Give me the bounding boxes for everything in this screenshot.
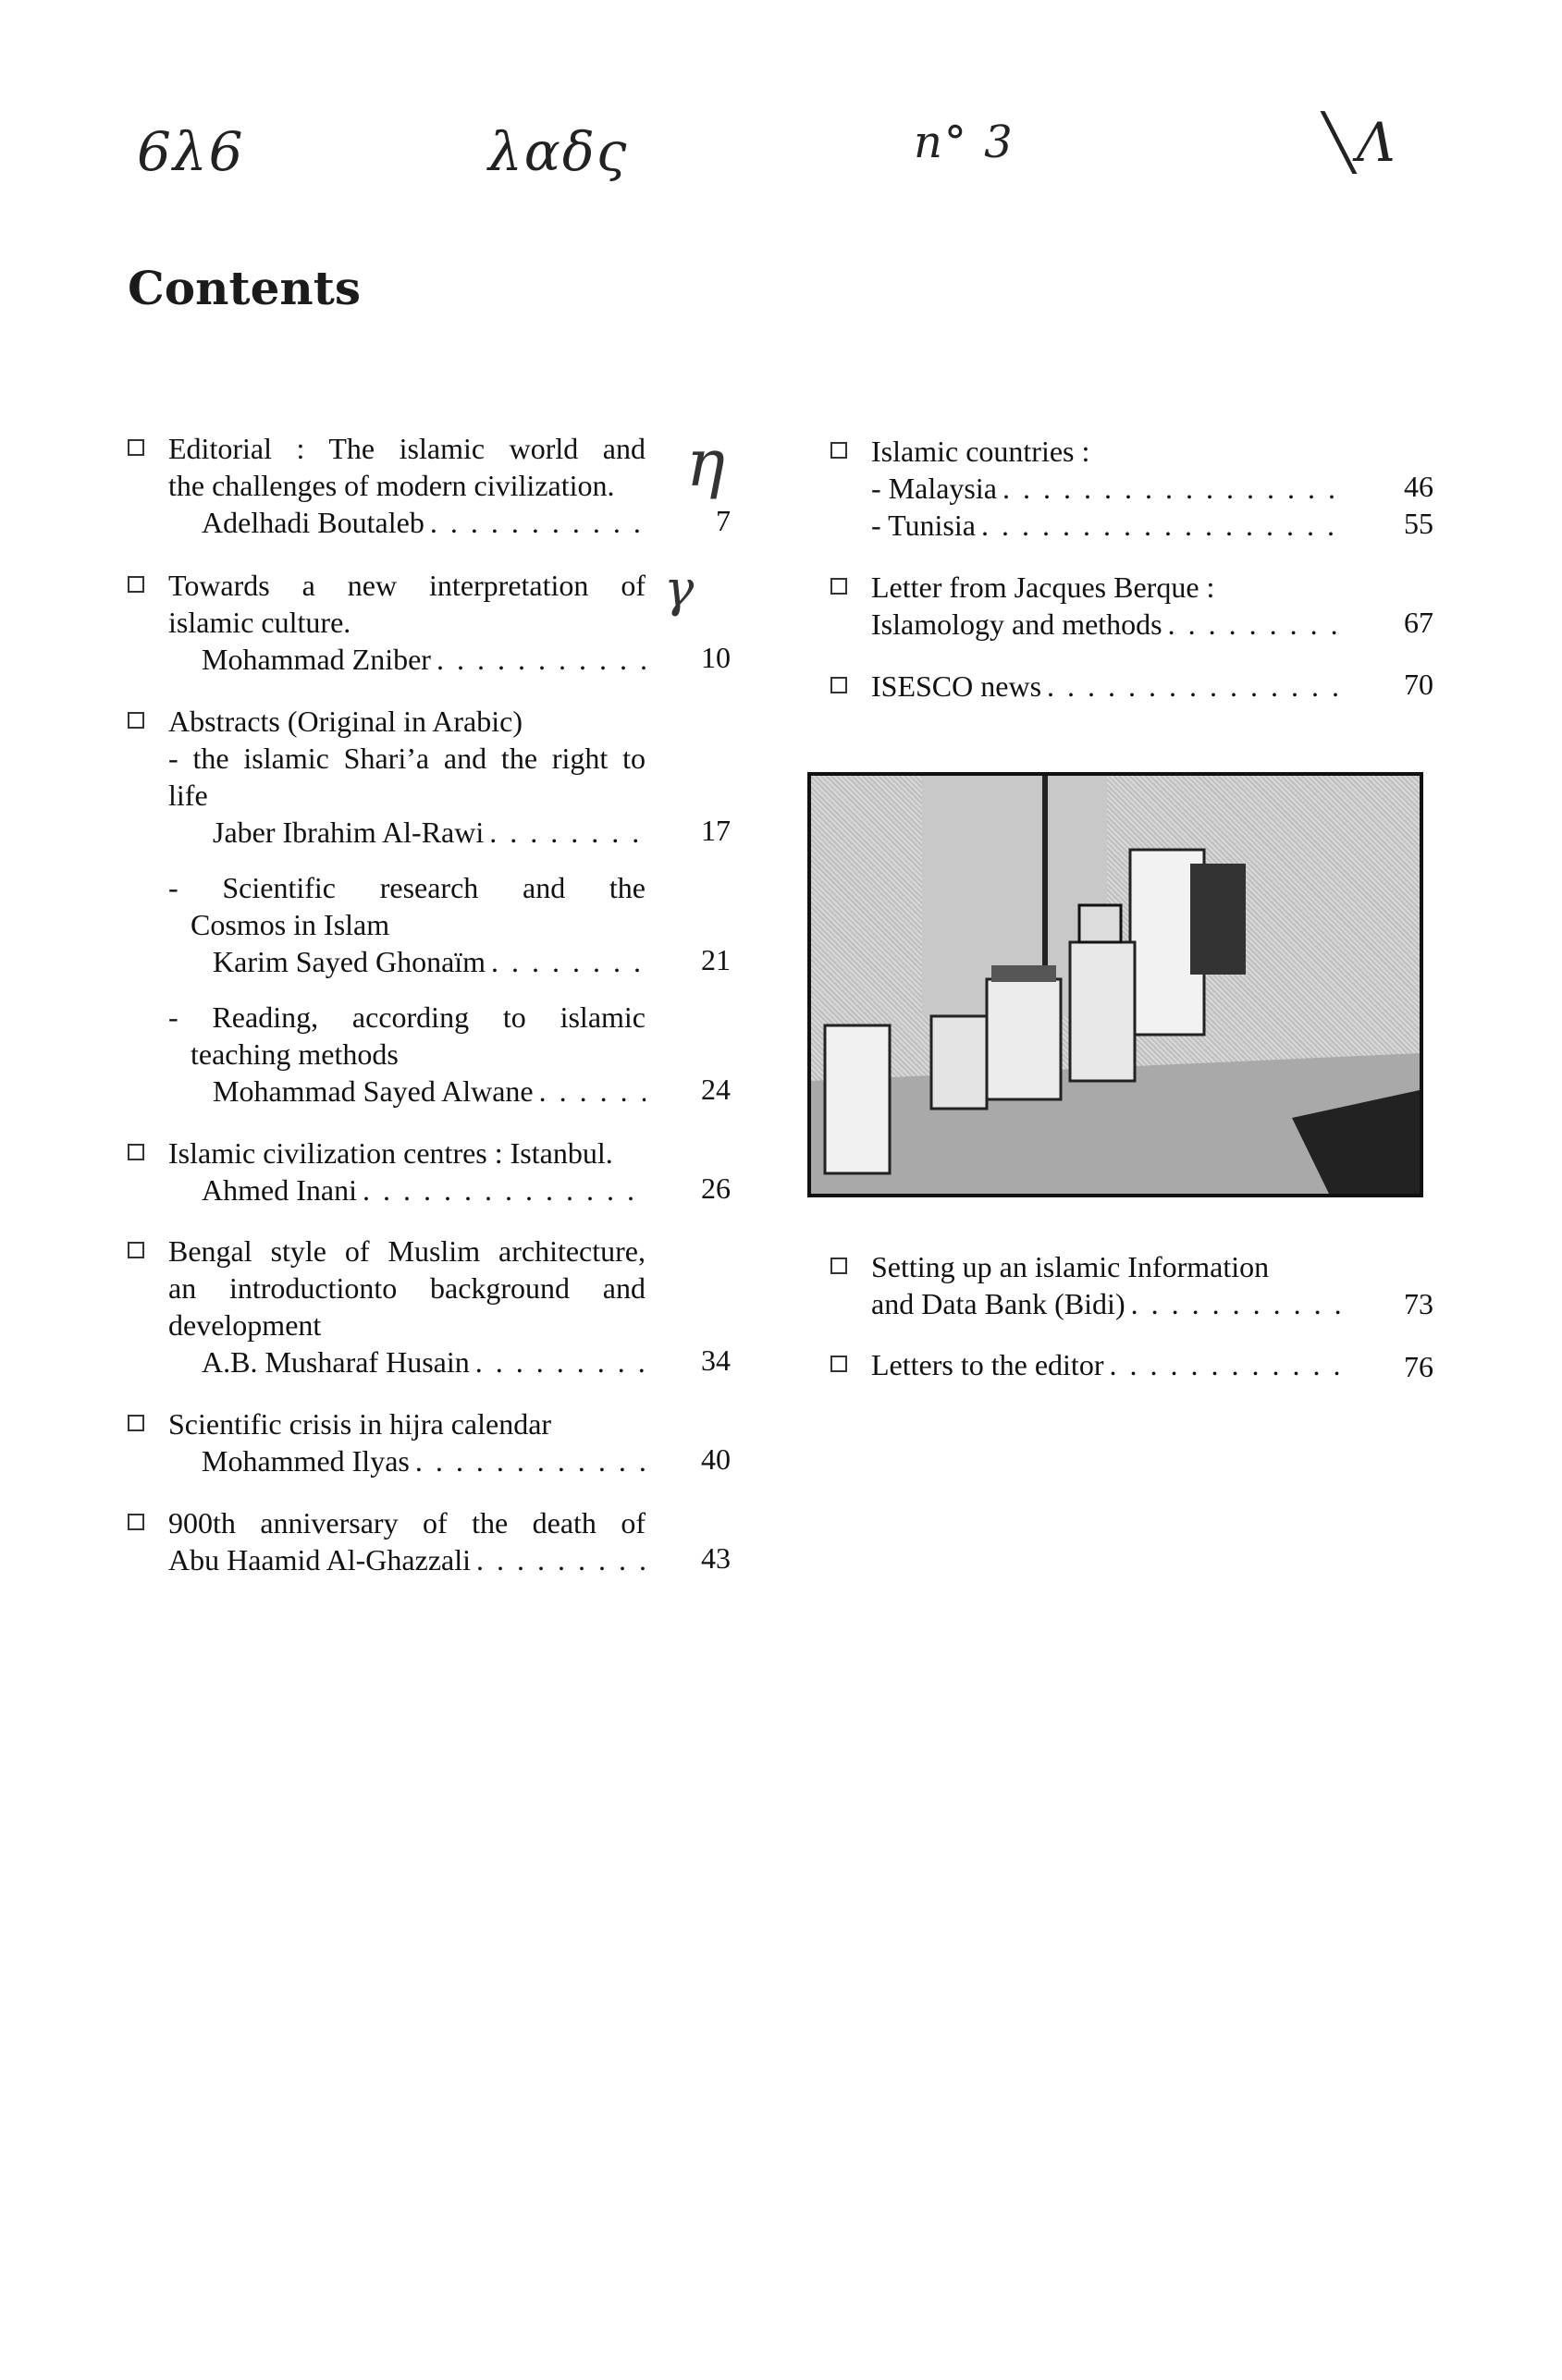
- entry-title-line: teaching methods: [191, 1037, 399, 1071]
- entry-author-line: [871, 470, 1348, 507]
- printer-top: [991, 965, 1056, 982]
- monitor: [1079, 905, 1121, 942]
- checkbox-icon: [830, 442, 847, 459]
- dot-leader: [491, 943, 646, 980]
- dark-unit: [1190, 864, 1246, 975]
- entry-author-line: [871, 606, 1348, 643]
- page-number: 26: [701, 1172, 731, 1205]
- checkbox-icon: [830, 578, 847, 595]
- checkbox-icon: [128, 439, 144, 456]
- entry-author: A.B. Musharaf Husain: [202, 1345, 470, 1379]
- entry-title-line: - Scientific research and the: [168, 871, 646, 904]
- page-number: 34: [701, 1343, 731, 1377]
- computer-room-illustration: [811, 776, 1420, 1194]
- entry-title-line: - Reading, according to islamic: [168, 1000, 646, 1034]
- entry-author: Jaber Ibrahim Al-Rawi: [213, 816, 485, 849]
- toc-entry[interactable]: [128, 1233, 646, 1380]
- dot-leader: [1131, 1285, 1348, 1322]
- entry-author: - Tunisia: [871, 509, 976, 542]
- entry-author: Karim Sayed Ghonaïm: [213, 945, 486, 978]
- handwritten-mark: n° 3: [914, 117, 1015, 168]
- dot-leader: [1168, 606, 1348, 643]
- checkbox-icon: [128, 1415, 144, 1431]
- entry-author: Mohammad Sayed Alwane: [213, 1074, 534, 1108]
- printer: [987, 979, 1061, 1099]
- toc-entry[interactable]: [128, 703, 646, 740]
- margin-mark: η: [686, 425, 725, 501]
- entry-title-line: Cosmos in Islam: [191, 908, 390, 941]
- entry-title-line: Editorial : The islamic world and: [168, 432, 646, 465]
- entry-author-line: [168, 1343, 646, 1380]
- entry-author-line: [168, 1073, 646, 1110]
- toc-entry[interactable]: [128, 1504, 646, 1578]
- entry-author-line: [871, 507, 1348, 544]
- page-number: 73: [1404, 1287, 1433, 1320]
- toc-subentry[interactable]: [128, 999, 646, 1110]
- entry-author-line: [168, 814, 646, 851]
- entry-title-line: development: [168, 1308, 322, 1342]
- dot-leader: [437, 641, 646, 678]
- entry-author: Ahmed Inani: [202, 1173, 357, 1207]
- checkbox-icon: [830, 1257, 847, 1274]
- computer-room-photo: [807, 772, 1423, 1197]
- entry-author: Letters to the editor: [871, 1348, 1104, 1381]
- page-number: 10: [701, 641, 731, 674]
- checkbox-icon: [128, 576, 144, 593]
- checkbox-icon: [128, 1144, 144, 1160]
- terminal-desk: [1070, 942, 1135, 1081]
- entry-title-line: life: [168, 779, 208, 812]
- entry-title-line: - the islamic Shari’a and the right to: [168, 742, 646, 775]
- page-number: 43: [701, 1541, 731, 1575]
- checkbox-icon: [128, 712, 144, 729]
- entry-author-line: [871, 668, 1348, 705]
- entry-author: Mohammad Zniber: [202, 643, 431, 676]
- handwritten-mark: ╲Λ: [1322, 111, 1397, 174]
- handwritten-mark: 6λ6: [137, 120, 245, 183]
- page-number: 7: [716, 504, 731, 537]
- chair: [825, 1025, 890, 1173]
- entry-author: Adelhadi Boutaleb: [202, 506, 424, 539]
- entry-author: Islamology and methods: [871, 607, 1162, 641]
- entry-author-line: [168, 1541, 646, 1578]
- entry-author: Mohammed Ilyas: [202, 1444, 410, 1478]
- entry-author-line: [168, 641, 646, 678]
- toc-entry[interactable]: [830, 433, 1348, 544]
- toc-subentry[interactable]: [128, 740, 646, 851]
- entry-title-line: the challenges of modern civilization.: [168, 469, 615, 502]
- entry-author-line: [871, 1346, 1348, 1383]
- page-number: 67: [1404, 606, 1433, 639]
- entry-title-line: an introductionto background and: [168, 1271, 646, 1305]
- toc-entry[interactable]: [830, 569, 1348, 643]
- page-number: 70: [1404, 668, 1433, 701]
- page-number: 76: [1404, 1350, 1433, 1383]
- entry-title-line: islamic culture.: [168, 606, 351, 639]
- dot-leader: [539, 1073, 646, 1110]
- page-number: 17: [701, 814, 731, 847]
- toc-entry[interactable]: [128, 430, 646, 541]
- entry-author: and Data Bank (Bidi): [871, 1287, 1125, 1320]
- dot-leader: [475, 1343, 646, 1380]
- entry-title-line: Islamic civilization centres : Istanbul.: [168, 1136, 613, 1170]
- toc-entry[interactable]: [128, 1405, 646, 1479]
- entry-author-line: [168, 1442, 646, 1479]
- entry-title-line: Abstracts (Original in Arabic): [168, 705, 523, 738]
- dot-leader: [430, 504, 646, 541]
- entry-title-line: Scientific crisis in hijra calendar: [168, 1407, 552, 1441]
- toc-entry[interactable]: [830, 668, 1348, 705]
- entry-title-line: Setting up an islamic Information: [871, 1250, 1270, 1283]
- handwritten-mark: λαδς: [488, 120, 629, 183]
- drive-unit: [931, 1016, 987, 1109]
- dot-leader: [489, 814, 646, 851]
- checkbox-icon: [128, 1242, 144, 1258]
- toc-entry[interactable]: [128, 567, 646, 678]
- dot-leader: [1047, 668, 1348, 705]
- entry-title-line: Bengal style of Muslim architecture,: [168, 1234, 646, 1268]
- page-number: 55: [1404, 507, 1433, 540]
- entry-author-line: [168, 1172, 646, 1208]
- dot-leader: [1109, 1346, 1348, 1383]
- entry-author-line: [168, 504, 646, 541]
- margin-mark: γ: [664, 559, 695, 618]
- dot-leader: [415, 1442, 646, 1479]
- entry-author: Abu Haamid Al-Ghazzali: [168, 1543, 471, 1576]
- dot-leader: [363, 1172, 646, 1208]
- toc-entry[interactable]: [830, 1248, 1348, 1322]
- entry-author: - Malaysia: [871, 472, 997, 505]
- page-number: 40: [701, 1442, 731, 1476]
- checkbox-icon: [830, 1356, 847, 1372]
- dot-leader: [1002, 470, 1348, 507]
- entry-title-line: Letter from Jacques Berque :: [871, 570, 1215, 604]
- dot-leader: [476, 1541, 646, 1578]
- page-number: 24: [701, 1073, 731, 1106]
- entry-author: ISESCO news: [871, 669, 1042, 703]
- toc-entry[interactable]: [128, 1135, 646, 1208]
- checkbox-icon: [128, 1514, 144, 1530]
- checkbox-icon: [830, 677, 847, 693]
- entry-title-line: Islamic countries :: [871, 435, 1090, 468]
- entry-title-line: 900th anniversary of the death of: [168, 1506, 646, 1540]
- entry-title-line: Towards a new interpretation of: [168, 569, 646, 602]
- dot-leader: [981, 507, 1348, 544]
- toc-entry[interactable]: [830, 1346, 1348, 1383]
- entry-author-line: [168, 943, 646, 980]
- page-title: Contents: [128, 261, 362, 315]
- page-number: 21: [701, 943, 731, 976]
- page-number: 46: [1404, 470, 1433, 503]
- toc-subentry[interactable]: [128, 869, 646, 980]
- entry-author-line: [871, 1285, 1348, 1322]
